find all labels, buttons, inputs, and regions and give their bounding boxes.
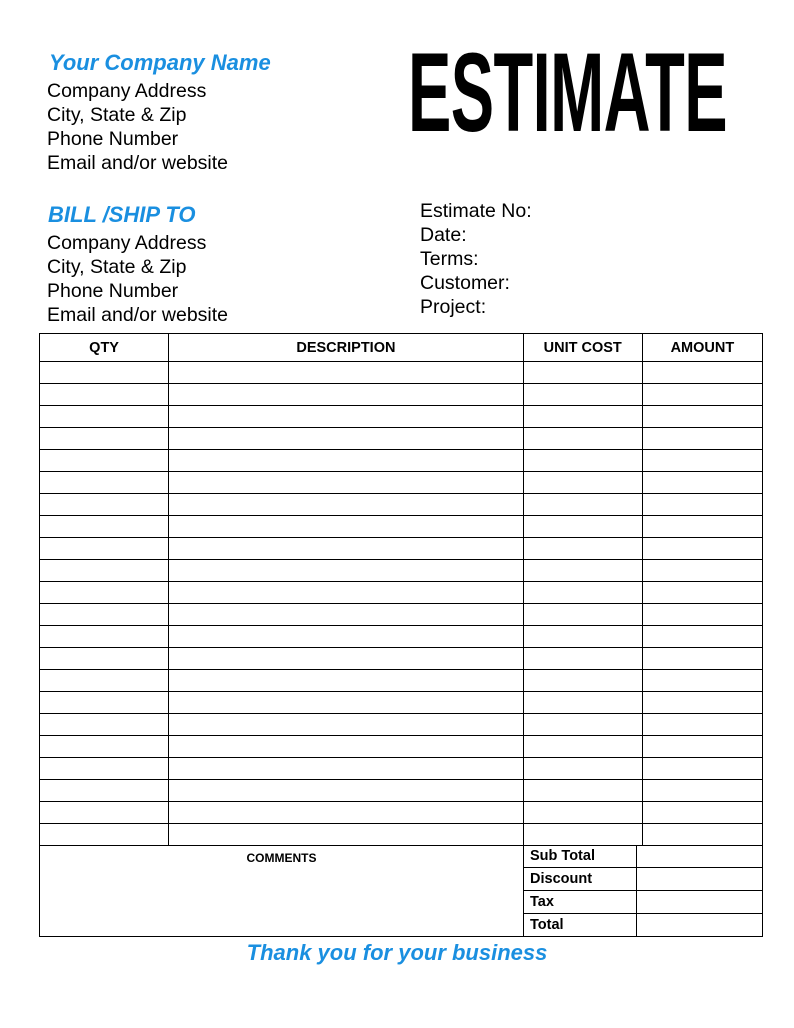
amount-cell[interactable]: [642, 494, 762, 516]
description-cell[interactable]: [169, 824, 523, 846]
description-cell[interactable]: [169, 494, 523, 516]
subtotal-value-cell[interactable]: [637, 845, 764, 867]
amount-header: AMOUNT: [642, 334, 762, 362]
amount-cell[interactable]: [642, 736, 762, 758]
unit-cost-cell[interactable]: [523, 670, 642, 692]
description-cell[interactable]: [169, 604, 523, 626]
summary-section: [39, 845, 763, 937]
table-row: [40, 494, 763, 516]
unit-cost-cell[interactable]: [523, 736, 642, 758]
project-label: Project:: [420, 296, 487, 318]
description-cell[interactable]: [169, 538, 523, 560]
amount-cell[interactable]: [642, 428, 762, 450]
qty-cell[interactable]: [40, 384, 169, 406]
comments-label: COMMENTS: [246, 851, 317, 865]
qty-cell[interactable]: [40, 824, 169, 846]
bill-to-phone: Phone Number: [47, 280, 179, 302]
thank-you-footer: Thank you for your business: [246, 940, 548, 965]
qty-cell[interactable]: [40, 582, 169, 604]
line-items-table: [39, 333, 763, 846]
qty-cell[interactable]: [40, 626, 169, 648]
unit-cost-header: UNIT COST: [523, 334, 642, 362]
qty-cell[interactable]: [40, 780, 169, 802]
qty-cell[interactable]: [40, 560, 169, 582]
table-row: [40, 626, 763, 648]
qty-cell[interactable]: [40, 604, 169, 626]
description-cell[interactable]: [169, 560, 523, 582]
total-row: [524, 913, 764, 936]
qty-cell[interactable]: [40, 648, 169, 670]
qty-cell[interactable]: [40, 670, 169, 692]
description-cell[interactable]: [169, 362, 523, 384]
unit-cost-cell[interactable]: [523, 538, 642, 560]
amount-cell[interactable]: [642, 626, 762, 648]
unit-cost-cell[interactable]: [523, 428, 642, 450]
table-row: [40, 538, 763, 560]
table-row: [40, 736, 763, 758]
amount-cell[interactable]: [642, 648, 762, 670]
table-row: [40, 406, 763, 428]
amount-cell[interactable]: [642, 670, 762, 692]
qty-cell[interactable]: [40, 450, 169, 472]
unit-cost-cell[interactable]: [523, 494, 642, 516]
qty-cell[interactable]: [40, 538, 169, 560]
table-row: [40, 384, 763, 406]
table-row: [40, 780, 763, 802]
unit-cost-cell[interactable]: [523, 780, 642, 802]
amount-cell[interactable]: [642, 538, 762, 560]
table-header-row: [40, 334, 763, 362]
description-cell[interactable]: [169, 692, 523, 714]
amount-cell[interactable]: [642, 824, 762, 846]
table-row: [40, 802, 763, 824]
company-phone: Phone Number: [47, 128, 179, 150]
document-title: ESTIMATE: [408, 30, 727, 155]
discount-label: Discount: [524, 867, 637, 890]
tax-value-cell[interactable]: [637, 890, 764, 913]
bill-to-address-block: [47, 231, 228, 327]
description-cell[interactable]: [169, 714, 523, 736]
unit-cost-cell[interactable]: [523, 626, 642, 648]
qty-cell[interactable]: [40, 494, 169, 516]
unit-cost-cell[interactable]: [523, 648, 642, 670]
qty-cell[interactable]: [40, 758, 169, 780]
table-row: [40, 670, 763, 692]
description-cell[interactable]: [169, 428, 523, 450]
customer-label: Customer:: [420, 272, 510, 294]
qty-cell[interactable]: [40, 714, 169, 736]
unit-cost-cell[interactable]: [523, 692, 642, 714]
terms-label: Terms:: [420, 248, 479, 270]
qty-cell[interactable]: [40, 736, 169, 758]
description-cell[interactable]: [169, 582, 523, 604]
unit-cost-cell[interactable]: [523, 406, 642, 428]
amount-cell[interactable]: [642, 758, 762, 780]
description-cell[interactable]: [169, 780, 523, 802]
unit-cost-cell[interactable]: [523, 714, 642, 736]
qty-cell[interactable]: [40, 692, 169, 714]
unit-cost-cell[interactable]: [523, 582, 642, 604]
amount-cell[interactable]: [642, 560, 762, 582]
totals-table: [523, 845, 763, 936]
amount-cell[interactable]: [642, 362, 762, 384]
amount-cell[interactable]: [642, 604, 762, 626]
unit-cost-cell[interactable]: [523, 758, 642, 780]
qty-cell[interactable]: [40, 802, 169, 824]
unit-cost-cell[interactable]: [523, 802, 642, 824]
unit-cost-cell[interactable]: [523, 516, 642, 538]
table-row: [40, 472, 763, 494]
description-cell[interactable]: [169, 626, 523, 648]
description-header: DESCRIPTION: [169, 334, 523, 362]
total-label: Total: [524, 913, 637, 936]
unit-cost-cell[interactable]: [523, 384, 642, 406]
description-cell[interactable]: [169, 648, 523, 670]
qty-cell[interactable]: [40, 428, 169, 450]
qty-cell[interactable]: [40, 516, 169, 538]
amount-cell[interactable]: [642, 714, 762, 736]
line-items-body: [40, 362, 763, 846]
amount-cell[interactable]: [642, 384, 762, 406]
description-cell[interactable]: [169, 472, 523, 494]
amount-cell[interactable]: [642, 802, 762, 824]
table-row: [40, 824, 763, 846]
company-address: Company Address: [47, 80, 207, 102]
amount-cell[interactable]: [642, 780, 762, 802]
subtotal-row: [524, 845, 764, 867]
description-cell[interactable]: [169, 406, 523, 428]
tax-label: Tax: [524, 890, 637, 913]
description-cell[interactable]: [169, 516, 523, 538]
table-row: [40, 582, 763, 604]
table-row: [40, 450, 763, 472]
unit-cost-cell[interactable]: [523, 560, 642, 582]
unit-cost-cell[interactable]: [523, 824, 642, 846]
company-address-block: [47, 79, 228, 175]
discount-value-cell[interactable]: [637, 867, 764, 890]
unit-cost-cell[interactable]: [523, 362, 642, 384]
unit-cost-cell[interactable]: [523, 472, 642, 494]
tax-row: [524, 890, 764, 913]
bill-to-city-state-zip: City, State & Zip: [47, 256, 187, 278]
amount-cell[interactable]: [642, 582, 762, 604]
discount-row: [524, 867, 764, 890]
description-cell[interactable]: [169, 802, 523, 824]
description-cell[interactable]: [169, 736, 523, 758]
amount-cell[interactable]: [642, 406, 762, 428]
table-row: [40, 714, 763, 736]
description-cell[interactable]: [169, 670, 523, 692]
unit-cost-cell[interactable]: [523, 450, 642, 472]
qty-cell[interactable]: [40, 406, 169, 428]
qty-cell[interactable]: [40, 362, 169, 384]
table-row: [40, 560, 763, 582]
table-row: [40, 604, 763, 626]
table-row: [40, 428, 763, 450]
table-row: [40, 648, 763, 670]
table-row: [40, 516, 763, 538]
unit-cost-cell[interactable]: [523, 604, 642, 626]
amount-cell[interactable]: [642, 692, 762, 714]
total-value-cell[interactable]: [637, 913, 764, 936]
description-cell[interactable]: [169, 758, 523, 780]
subtotal-label: Sub Total: [524, 845, 637, 867]
description-cell[interactable]: [169, 384, 523, 406]
amount-cell[interactable]: [642, 472, 762, 494]
bill-to-address: Company Address: [47, 232, 207, 254]
company-name: Your Company Name: [49, 50, 271, 75]
date-label: Date:: [420, 224, 467, 246]
amount-cell[interactable]: [642, 516, 762, 538]
estimate-meta: [420, 199, 532, 319]
qty-header: QTY: [40, 334, 169, 362]
table-row: [40, 758, 763, 780]
table-row: [40, 692, 763, 714]
company-email-website: Email and/or website: [47, 152, 229, 174]
amount-cell[interactable]: [642, 450, 762, 472]
description-cell[interactable]: [169, 450, 523, 472]
bill-ship-heading: BILL /SHIP TO: [48, 202, 196, 227]
estimate-no-label: Estimate No:: [420, 200, 532, 222]
qty-cell[interactable]: [40, 472, 169, 494]
table-row: [40, 362, 763, 384]
bill-to-email-website: Email and/or website: [47, 304, 229, 326]
company-city-state-zip: City, State & Zip: [47, 104, 187, 126]
